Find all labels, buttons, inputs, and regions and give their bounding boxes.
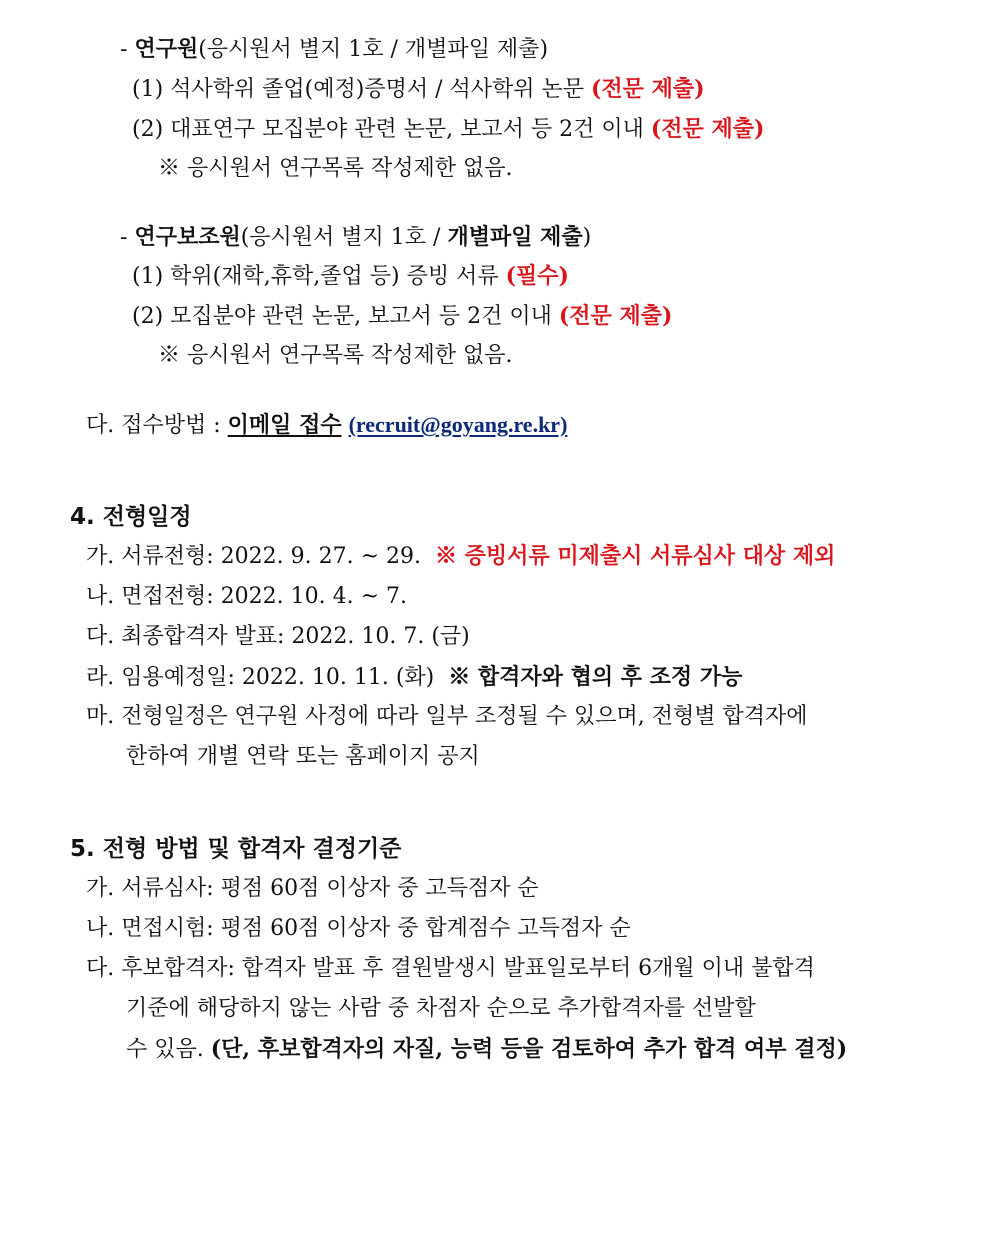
schedule-ma-1: 마. 전형일정은 연구원 사정에 따라 일부 조정될 수 있으며, 전형별 합격자에 [86, 704, 808, 729]
criteria-da-3 [126, 1034, 847, 1065]
schedule-na: 나. 면접전형: 2022. 10. 4. ~ 7. [86, 584, 408, 609]
method-value: 이메일 접수 [227, 412, 342, 438]
researcher-item-1 [132, 74, 705, 105]
assistant-item-1-tag: (필수) [505, 263, 569, 289]
assistant-item-2-tag: (전문 제출) [558, 303, 673, 329]
assistant-title: 연구보조원 [134, 224, 241, 250]
section-4-heading: 4. 전형일정 [70, 504, 192, 530]
schedule-da: 다. 최종합격자 발표: 2022. 10. 7. (금) [86, 624, 470, 649]
criteria-da-2: 기준에 해당하지 않는 사람 중 차점자 순으로 추가합격자를 선발할 [126, 996, 756, 1021]
schedule-ga-note: ※ 증빙서류 미제출시 서류심사 대상 제외 [435, 543, 836, 569]
assistant-note: (응시원서 별지 1호 / [240, 225, 441, 250]
researcher-title: 연구원 [134, 36, 199, 62]
assistant-item-2-text: (2) 모집분야 관련 논문, 보고서 등 2건 이내 [132, 304, 552, 329]
assistant-note-close: ) [582, 225, 592, 250]
assistant-note-bold: 개별파일 제출 [447, 224, 583, 250]
criteria-da-1: 다. 후보합격자: 합격자 발표 후 결원발생시 발표일로부터 6개월 이내 불합격 [86, 956, 815, 981]
method-label: 다. 접수방법 : [86, 413, 221, 438]
researcher-item-2-tag: (전문 제출) [650, 116, 765, 142]
email-link[interactable]: (recruit@goyang.re.kr) [348, 412, 568, 437]
criteria-da-3-text: 수 있음. [126, 1037, 204, 1062]
researcher-item-1-text: (1) 석사학위 졸업(예정)증명서 / 석사학위 논문 [132, 77, 584, 102]
schedule-ma-2: 한하여 개별 연락 또는 홈페이지 공지 [126, 744, 480, 769]
criteria-ga: 가. 서류심사: 평점 60점 이상자 중 고득점자 순 [86, 876, 539, 901]
dash: - [120, 225, 128, 250]
assistant-item-2 [132, 301, 672, 332]
assistant-header [120, 222, 591, 253]
researcher-note: (응시원서 별지 1호 / 개별파일 제출) [198, 37, 549, 62]
schedule-ra-note: ※ 합격자와 협의 후 조정 가능 [448, 664, 743, 690]
section-5-heading: 5. 전형 방법 및 합격자 결정기준 [70, 836, 402, 862]
assistant-item-1-text: (1) 학위(재학,휴학,졸업 등) 증빙 서류 [132, 264, 499, 289]
dash: - [120, 37, 128, 62]
application-method [86, 410, 567, 441]
assistant-item-1 [132, 261, 569, 292]
researcher-item-2-text: (2) 대표연구 모집분야 관련 논문, 보고서 등 2건 이내 [132, 117, 644, 142]
schedule-ra-text: 라. 임용예정일: 2022. 10. 11. (화) [86, 665, 435, 690]
researcher-item-1-tag: (전문 제출) [591, 76, 705, 102]
schedule-ga-text: 가. 서류전형: 2022. 9. 27. ~ 29. [86, 544, 422, 569]
criteria-da-3-bold: (단, 후보합격자의 자질, 능력 등을 검토하여 추가 합격 여부 결정) [210, 1036, 848, 1062]
criteria-na: 나. 면접시험: 평점 60점 이상자 중 합계점수 고득점자 순 [86, 916, 631, 941]
researcher-item-2 [132, 114, 764, 145]
schedule-ra [86, 662, 742, 693]
researcher-header [120, 34, 548, 65]
assistant-remark: ※ 응시원서 연구목록 작성제한 없음. [158, 343, 513, 368]
researcher-remark: ※ 응시원서 연구목록 작성제한 없음. [158, 156, 513, 181]
schedule-ga [86, 541, 835, 572]
